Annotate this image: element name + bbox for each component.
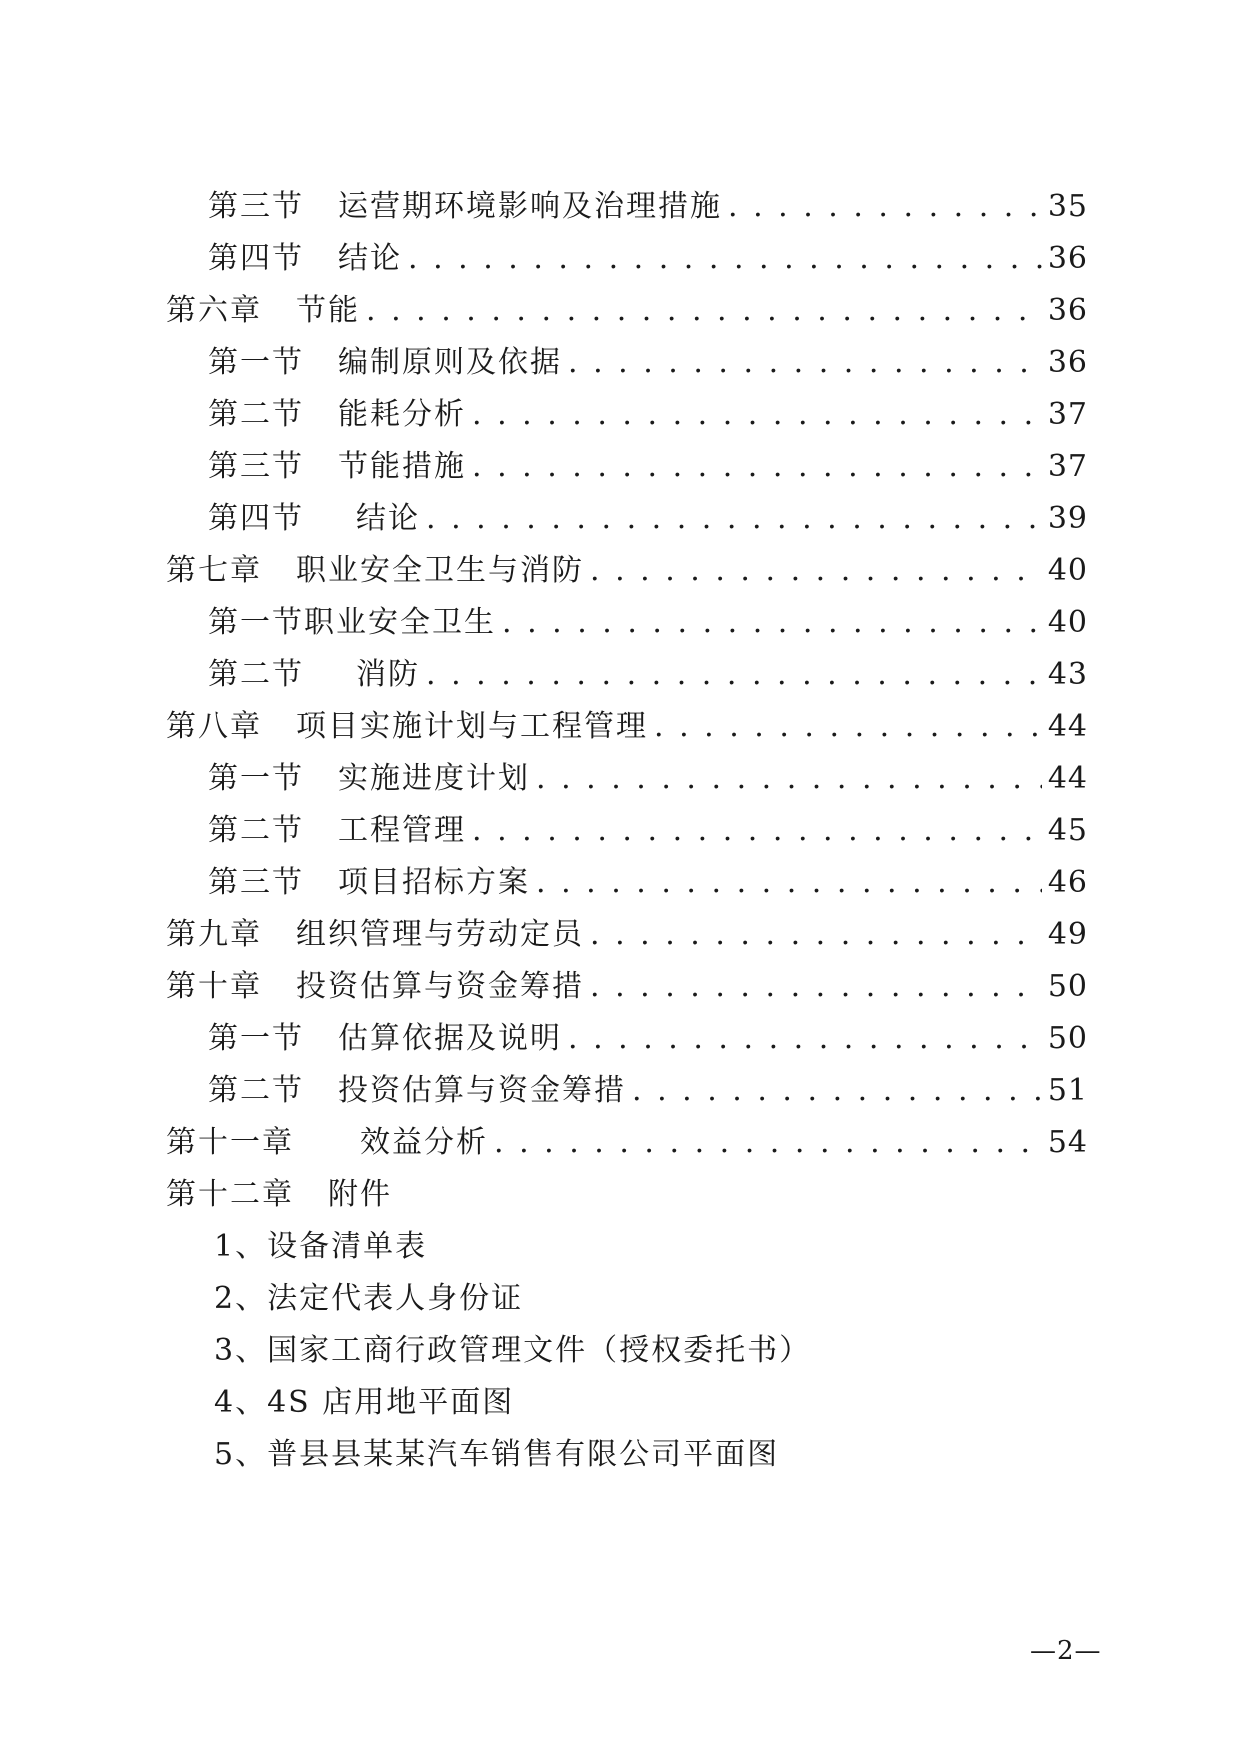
toc-entry[interactable] [208,805,1088,857]
toc-entry-number: 第一节 [208,761,304,796]
toc-entry-page: 43 [1047,657,1088,692]
dot-leader [590,909,1042,961]
toc-entry-page: 37 [1047,397,1088,432]
appendix-item: 3、国家工商行政管理文件（授权委托书） [214,1333,812,1368]
dot-leader [366,285,1042,337]
toc-entry-title: 效益分析 [360,1125,488,1160]
dot-leader [502,597,1042,649]
toc-entry-number: 第六章 [166,293,262,328]
appendix-item: 1、设备清单表 [214,1229,428,1264]
toc-entry[interactable] [166,285,1088,337]
toc-entry-title: 节能 [296,293,360,328]
dot-leader [536,753,1042,805]
toc-entry[interactable] [208,233,1088,285]
toc-entry-title: 消防 [356,657,420,692]
toc-entry-page: 40 [1047,605,1088,640]
toc-entry[interactable] [166,961,1088,1013]
dot-leader [426,649,1042,701]
toc-entry-page: 39 [1047,501,1088,536]
toc-entry-page: 54 [1047,1125,1088,1160]
dot-leader [632,1065,1042,1117]
toc-entry-page: 37 [1047,449,1088,484]
toc-entry[interactable] [166,545,1088,597]
toc-entry[interactable] [208,1065,1088,1117]
toc-entry[interactable] [166,1169,392,1221]
toc-entry-title: 工程管理 [338,813,466,848]
appendix-item: 2、法定代表人身份证 [214,1281,524,1316]
toc-entry-page: 45 [1047,813,1088,848]
toc-entry-number: 第八章 [166,709,262,744]
toc-entry-page: 40 [1047,553,1088,588]
toc-entry-page: 35 [1047,189,1088,224]
toc-entry-title: 项目招标方案 [338,865,530,900]
toc-entry-page: 46 [1047,865,1088,900]
dot-leader [426,493,1042,545]
toc-entry-title: 项目实施计划与工程管理 [296,709,648,744]
toc-entry-page: 51 [1047,1073,1088,1108]
appendix-item: 5、普县县某某汽车销售有限公司平面图 [214,1437,780,1472]
toc-entry[interactable] [208,493,1088,545]
dot-leader [472,389,1042,441]
page-number: —2— [1030,1636,1102,1666]
toc-entry[interactable] [208,857,1088,909]
toc-entry-number: 第四节 [208,241,304,276]
toc-entry-title: 投资估算与资金筹措 [338,1073,626,1108]
toc-entry-title: 职业安全卫生 [304,605,496,640]
toc-entry-page: 36 [1047,345,1088,380]
toc-entry-number: 第九章 [166,917,262,952]
dot-leader [728,181,1042,233]
toc-entry-number: 第十一章 [166,1125,294,1160]
toc-entry-title: 节能措施 [338,449,466,484]
toc-entry-number: 第三节 [208,189,304,224]
toc-entry-number: 第二节 [208,397,304,432]
toc-entry-number: 第七章 [166,553,262,588]
toc-entry-title: 组织管理与劳动定员 [296,917,584,952]
toc-entry-title: 能耗分析 [338,397,466,432]
dot-leader [494,1117,1042,1169]
toc-entry[interactable] [166,909,1088,961]
toc-entry[interactable] [166,701,1088,753]
toc-entry-title: 编制原则及依据 [338,345,562,380]
appendix-item: 4、4S 店用地平面图 [214,1385,515,1420]
toc-entry-page: 50 [1047,969,1088,1004]
toc-entry-number: 第一节 [208,345,304,380]
toc-entry-number: 第二节 [208,657,304,692]
dot-leader [590,545,1042,597]
toc-entry-page: 49 [1047,917,1088,952]
dot-leader [536,857,1042,909]
toc-entry-page: 44 [1047,761,1088,796]
toc-entry-number: 第十章 [166,969,262,1004]
toc-entry-page: 50 [1047,1021,1088,1056]
toc-entry[interactable] [166,1117,1088,1169]
toc-entry-number: 第三节 [208,449,304,484]
toc-entry-title: 结论 [338,241,402,276]
toc-entry-number: 第一节 [208,605,304,640]
toc-entry-number: 第二节 [208,1073,304,1108]
toc-entry[interactable] [208,337,1088,389]
toc-entry[interactable] [208,441,1088,493]
toc-entry-number: 第四节 [208,501,304,536]
toc-entry-title: 投资估算与资金筹措 [296,969,584,1004]
toc-entry-page: 44 [1047,709,1088,744]
toc-entry[interactable] [208,753,1088,805]
toc-entry-title: 职业安全卫生与消防 [296,553,584,588]
toc-entry-number: 第三节 [208,865,304,900]
toc-entry-title: 实施进度计划 [338,761,530,796]
dot-leader [590,961,1042,1013]
toc-entry-number: 第一节 [208,1021,304,1056]
dot-leader [654,701,1042,753]
toc-entry[interactable] [208,597,1088,649]
toc-entry-title: 运营期环境影响及治理措施 [338,189,722,224]
toc-entry[interactable] [208,1013,1088,1065]
dot-leader [472,441,1042,493]
toc-entry-page: 36 [1047,293,1088,328]
toc-entry-number: 第十二章 [166,1177,294,1212]
dot-leader [568,1013,1042,1065]
toc-entry[interactable] [208,181,1088,233]
dot-leader [408,233,1042,285]
dot-leader [568,337,1042,389]
toc-entry-title: 估算依据及说明 [338,1021,562,1056]
toc-entry-title: 附件 [328,1177,392,1212]
dot-leader [472,805,1042,857]
toc-entry[interactable] [208,389,1088,441]
toc-entry-page: 36 [1047,241,1088,276]
toc-entry-title: 结论 [356,501,420,536]
toc-entry-number: 第二节 [208,813,304,848]
toc-entry[interactable] [208,649,1088,701]
